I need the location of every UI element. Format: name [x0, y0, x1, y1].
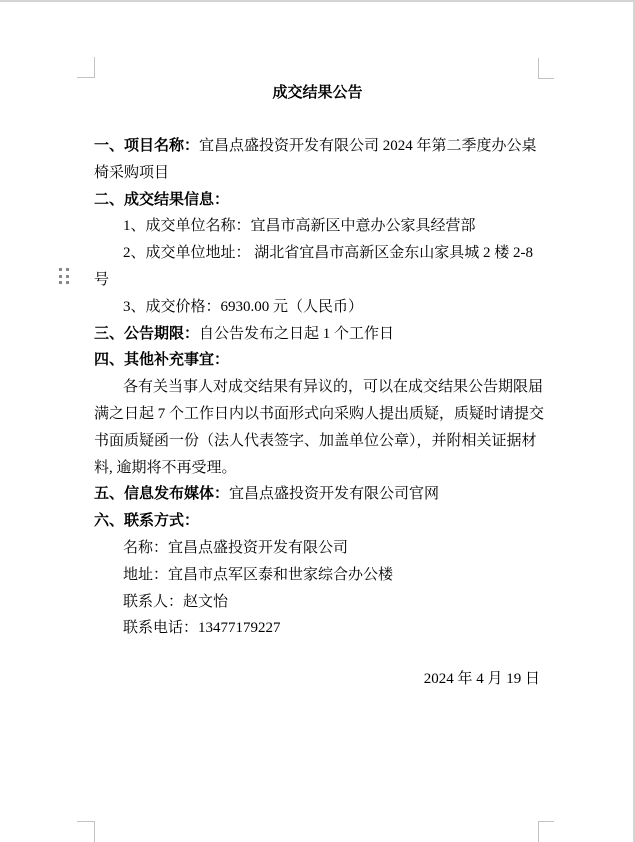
- text-line[interactable]: 料, 逾期将不再受理。: [94, 459, 237, 476]
- text-line[interactable]: 名称：宜昌点盛投资开发有限公司: [123, 540, 349, 556]
- text-line[interactable]: 二、成交结果信息：: [94, 191, 230, 208]
- text-line[interactable]: 三、公告期限：自公告发布之日起 1 个工作日: [94, 325, 395, 342]
- text-line[interactable]: 六、联系方式：: [94, 513, 200, 530]
- margin-mark-top-right: [538, 58, 554, 79]
- text-line[interactable]: 五、信息发布媒体：宜昌点盛投资开发有限公司官网: [94, 486, 440, 503]
- text-line[interactable]: 各有关当事人对成交结果有异议的，可以在成交结果公告期限届: [123, 379, 544, 396]
- handle-dot: [59, 275, 62, 278]
- text-line[interactable]: 联系人：赵文怡: [123, 593, 229, 610]
- text-line[interactable]: 满之日起 7 个工作日内以书面形式向采购人提出质疑，质疑时请提交: [94, 406, 545, 422]
- handle-dot: [66, 275, 69, 278]
- text-line[interactable]: 四、其他补充事宜：: [94, 352, 230, 369]
- handle-dot: [59, 268, 62, 271]
- document-date[interactable]: 2024 年 4 月 19 日: [423, 671, 540, 687]
- text-line[interactable]: 地址：宜昌市点军区泰和世家综合办公楼: [123, 566, 394, 583]
- paragraph-drag-handle-icon[interactable]: [59, 268, 69, 284]
- text-line[interactable]: 联系电话：13477179227: [123, 620, 281, 637]
- text-line[interactable]: 2、成交单位地址： 湖北省宜昌市高新区金东山家具城 2 楼 2-8: [123, 245, 533, 262]
- text-line[interactable]: 一、项目名称：宜昌点盛投资开发有限公司 2024 年第二季度办公桌: [94, 138, 537, 154]
- text-line[interactable]: 3、成交价格：6930.00 元（人民币）: [123, 298, 364, 315]
- document-title[interactable]: 成交结果公告: [272, 85, 363, 101]
- margin-mark-bottom-right: [538, 821, 554, 842]
- text-line[interactable]: 椅采购项目: [94, 164, 170, 181]
- text-line[interactable]: 1、成交单位名称：宜昌市高新区中意办公家具经营部: [123, 218, 476, 235]
- margin-mark-top-left: [77, 57, 95, 78]
- text-line[interactable]: 书面质疑函一份（法人代表签字、加盖单位公章），并附相关证据材: [94, 432, 537, 449]
- handle-dot: [66, 268, 69, 271]
- text-line[interactable]: 号: [94, 272, 110, 288]
- handle-dot: [59, 281, 62, 284]
- viewport-top-edge: [0, 0, 635, 2]
- handle-dot: [66, 281, 69, 284]
- margin-mark-bottom-left: [77, 821, 95, 842]
